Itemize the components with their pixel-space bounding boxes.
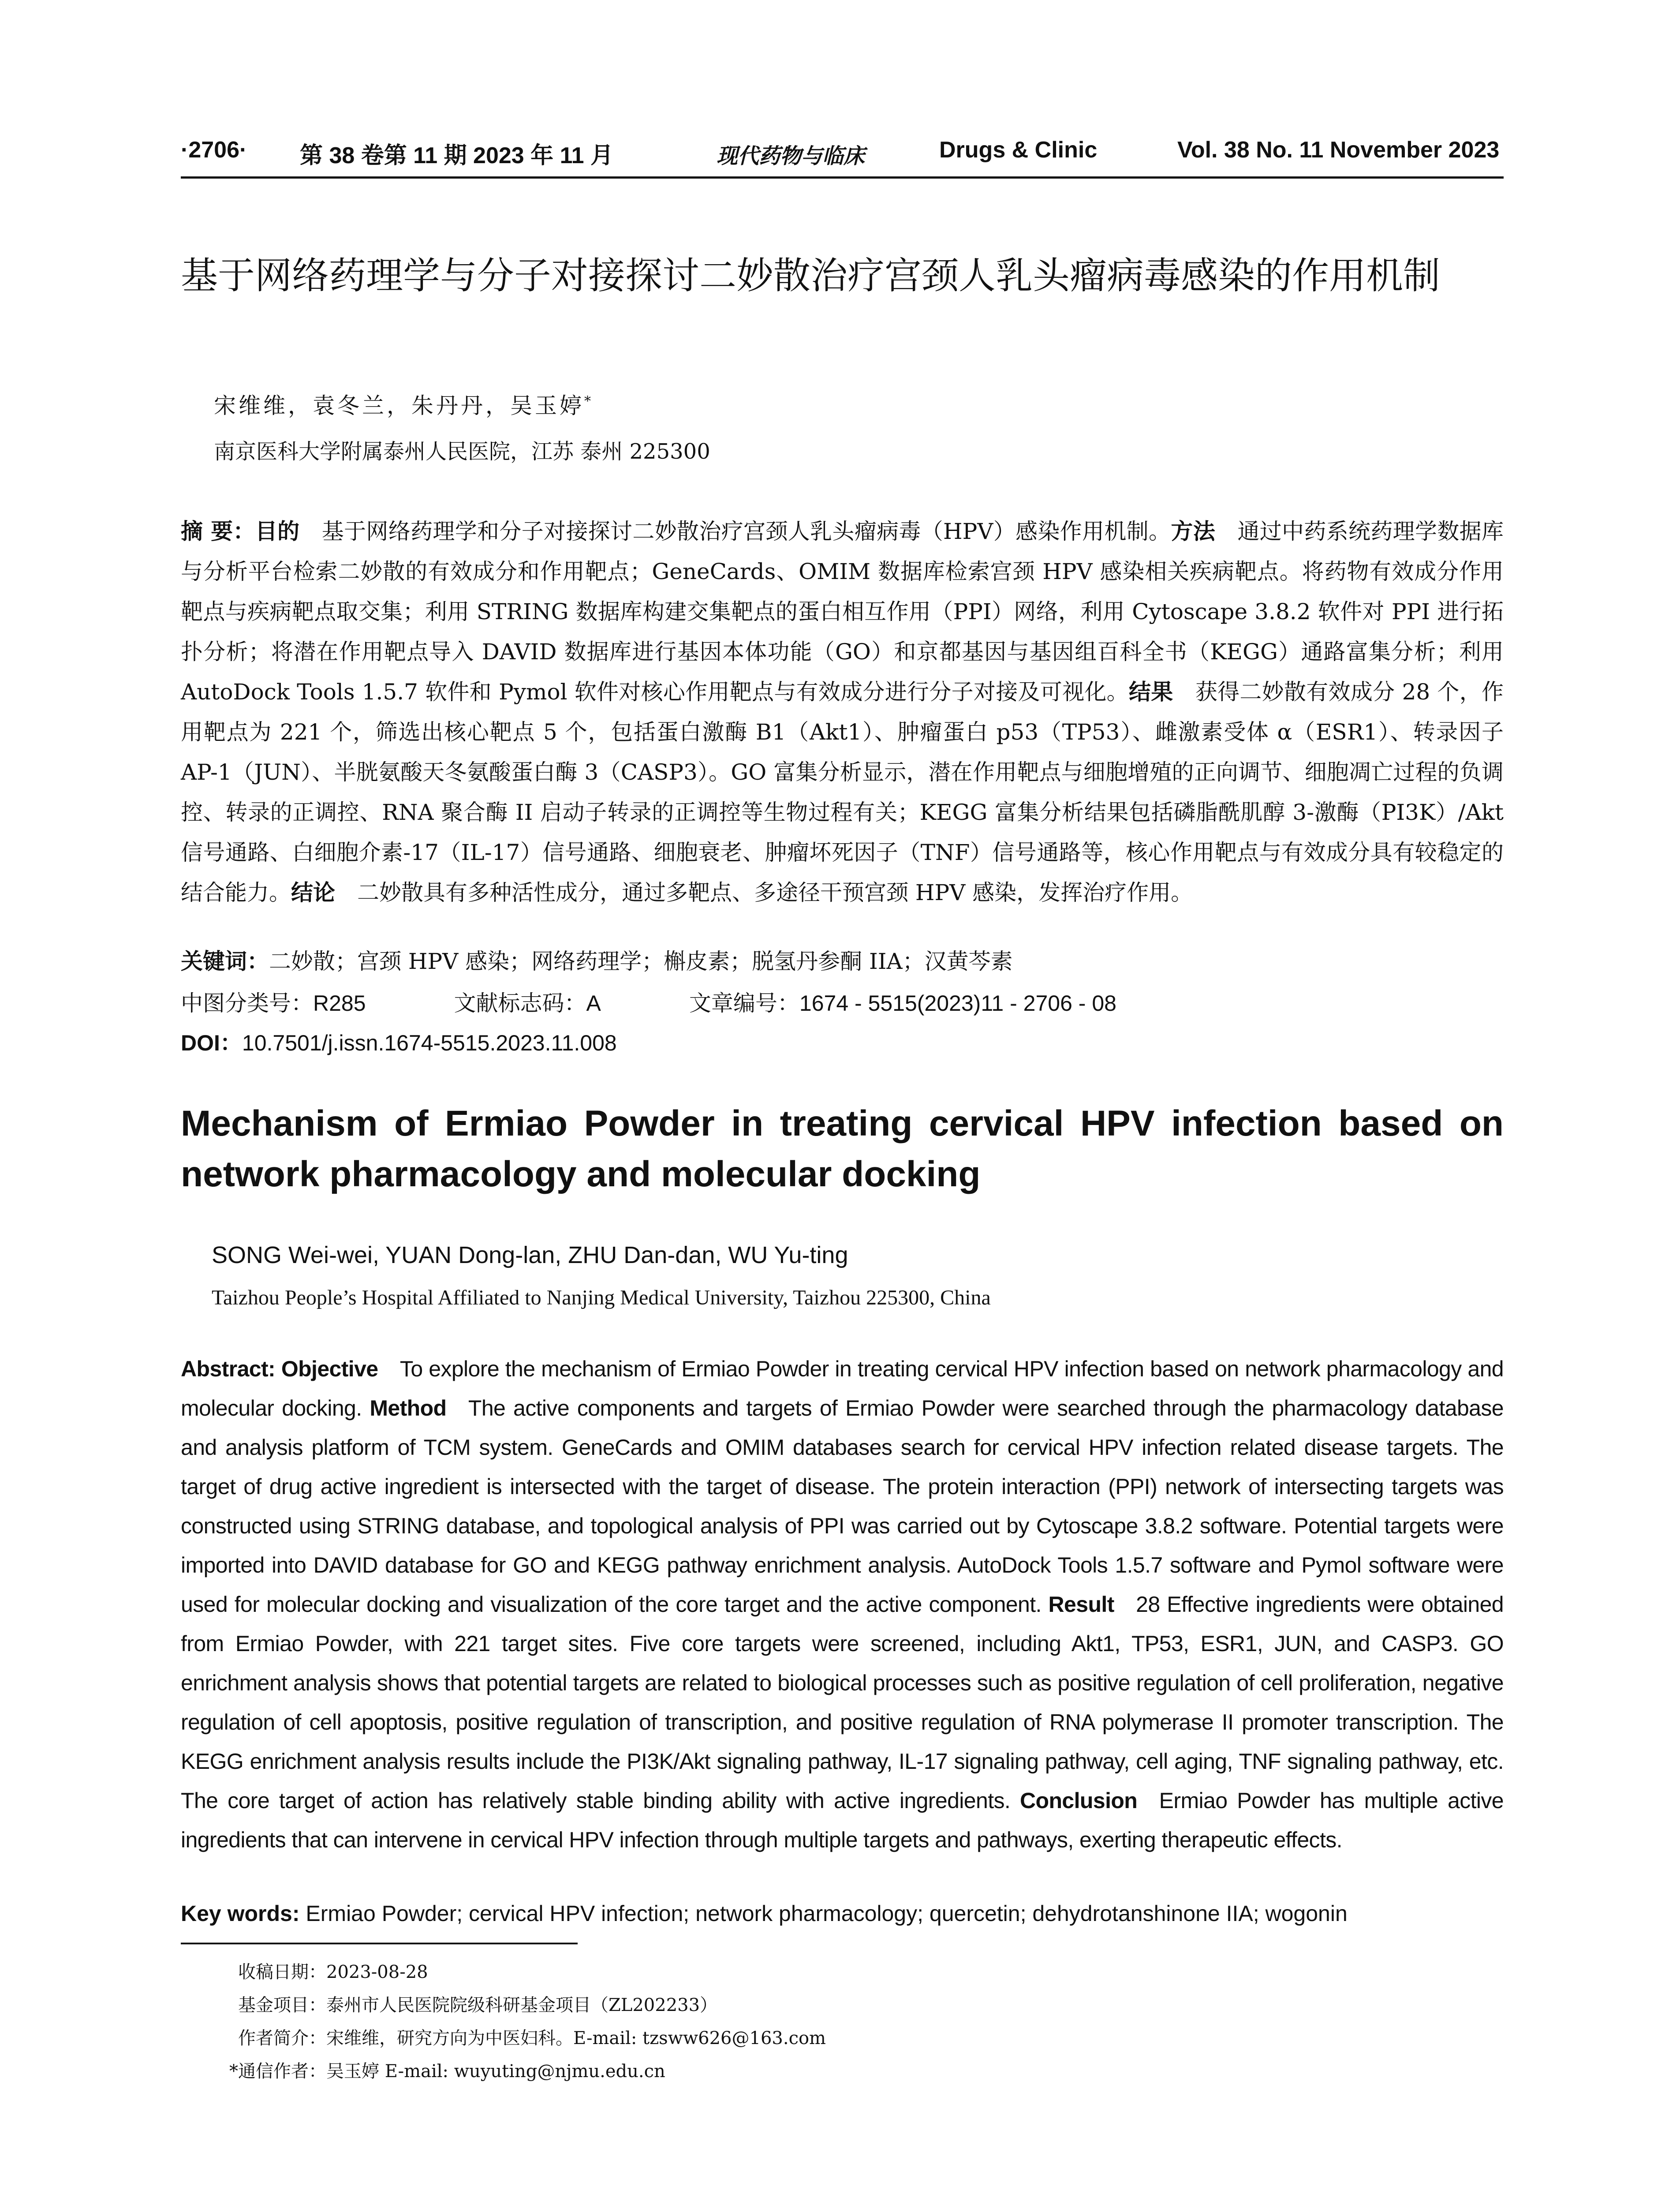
conclusion-label-en: Conclusion [1020, 1788, 1138, 1813]
result-cn: 获得二妙散有效成分 28 个，作用靶点为 221 个，筛选出核心靶点 5 个，包括蛋白激酶 B1（Akt1）、肿瘤蛋白 p53（TP53）、雌激素受体 α（ESR1）、转录因子 AP-1（JUN）、半胱氨酸天冬氨酸蛋白酶 3（CASP3）。GO 富集分析显示，潜在作用靶点与细胞增殖的正向调节、细胞凋亡过程的负调控、转录的正调控、RNA 聚合酶 II 启动子转录的正调控等生物过程有关；KEGG 富集分析结果包括磷脂酰肌醇 3-激酶（PI3K）/Akt 信号通路、白细胞介素-17（IL-17）信号通路、细胞衰老、肿瘤坏死因子（TNF）信号通路等，核心作用靶点与有效成分具有较稳定的结合能力。 [181, 679, 1504, 905]
clc-number: 中图分类号：R285 [181, 991, 366, 1016]
authors-cn-text: 宋维维，袁冬兰，朱丹丹，吴玉婷 [214, 393, 584, 419]
conclusion-cn: 二妙散具有多种活性成分，通过多靶点、多途径干预宫颈 HPV 感染，发挥治疗作用。 [357, 880, 1193, 905]
doi-label: DOI： [181, 1031, 242, 1055]
objective-label-cn: 目的 [255, 519, 300, 544]
objective-cn: 基于网络药理学和分子对接探讨二妙散治疗宫颈人乳头瘤病毒（HPV）感染作用机制。 [321, 519, 1171, 544]
journal-name-cn: 现代药物与临床 [717, 144, 865, 168]
corresponding-author: *通信作者：吴玉婷 E-mail: wuyuting@njmu.edu.cn [229, 2061, 665, 2082]
abstract-cn [181, 512, 1504, 913]
author-bio: 作者简介：宋维维，研究方向为中医妇科。E-mail: tzsww626@163.com [238, 2028, 826, 2048]
received-date: 收稿日期：2023-08-28 [238, 1962, 428, 1982]
doi-line [181, 1025, 617, 1057]
affiliation-en: Taizhou People’s Hospital Affiliated to Nanjing Medical University, Taizhou 225300, China [212, 1286, 991, 1309]
keywords-cn [181, 944, 1013, 975]
conclusion-label-cn: 结论 [291, 880, 335, 905]
result-en: 28 Effective ingredients were obtained from Ermiao Powder, with 221 target sites. Five core targets were screened, including Akt1, TP53, ESR1, JUN, and CASP3. GO enrichment analysis shows that potential targets are related to biological processes such as positive regulation of cell proliferation, negative regulation of cell apoptosis, positive regulation of transcription, and positive regulation of RNA polymerase II promoter transcription. The KEGG enrichment analysis results include the PI3K/Akt signaling pathway, IL-17 signaling pathway, cell aging, TNF signaling pathway, etc. The core target of action has relatively stable binding ability with active ingredients. [181, 1592, 1504, 1813]
conclusion-en: Ermiao Powder has multiple active ingredients that can intervene in cervical HPV infection through multiple targets and pathways, exerting therapeutic effects. [181, 1788, 1504, 1852]
abstract-en [181, 1349, 1504, 1860]
result-label-cn: 结果 [1128, 679, 1173, 705]
document-code: 文献标志码：A [454, 991, 601, 1016]
title-en: Mechanism of Ermiao Powder in treating cervical HPV infection based on network pharmacology and molecular docking [181, 1103, 1504, 1194]
doi-link[interactable]: 10.7501/j.issn.1674-5515.2023.11.008 [242, 1031, 617, 1055]
keywords-text-en: Ermiao Powder; cervical HPV infection; network pharmacology; quercetin; dehydrotanshinone IIA; wogonin [306, 1901, 1348, 1926]
footnote-rule [181, 1943, 578, 1944]
article-number: 文章编号：1674 - 5515(2023)11 - 2706 - 08 [689, 991, 1116, 1016]
keywords-label-cn: 关键词： [181, 949, 269, 974]
keywords-text-cn: 二妙散；宫颈 HPV 感染；网络药理学；槲皮素；脱氢丹参酮 IIA；汉黄芩素 [269, 949, 1013, 974]
classification-line [181, 986, 1116, 1017]
keywords-en [181, 1901, 1348, 1926]
abstract-label-cn: 摘 要： [181, 519, 255, 544]
method-label-en: Method [370, 1396, 447, 1420]
corresponding-mark: * [584, 393, 594, 409]
objective-label-en: Objective [281, 1357, 378, 1381]
objective-en: To explore the mechanism of Ermiao Powder in treating cervical HPV infection based on network pharmacology and molecular docking. [181, 1357, 1504, 1420]
result-label-en: Result [1048, 1592, 1114, 1617]
authors-cn [214, 388, 594, 420]
method-cn: 通过中药系统药理学数据库与分析平台检索二妙散的有效成分和作用靶点；GeneCards、OMIM 数据库检索宫颈 HPV 感染相关疾病靶点。将药物有效成分作用靶点与疾病靶点取交集；利用 STRING 数据库构建交集靶点的蛋白相互作用（PPI）网络，利用 Cytoscape 3.8.2 软件对 PPI 进行拓扑分析；将潜在作用靶点导入 DAVID 数据库进行基因本体功能（GO）和京都基因与基因组百科全书（KEGG）通路富集分析；利用 AutoDock Tools 1.5.7 软件和 Pymol 软件对核心作用靶点与有效成分进行分子对接及可视化。 [181, 519, 1504, 705]
method-label-cn: 方法 [1171, 519, 1216, 544]
method-en: The active components and targets of Ermiao Powder were searched through the pharmacology database and analysis platform of TCM system. GeneCards and OMIM databases search for cervical HPV infection related disease targets. The target of drug active ingredient is intersected with the target of disease. The protein interaction (PPI) network of intersecting targets was constructed using STRING database, and topological analysis of PPI was carried out by Cytoscape 3.8.2 software. Potential targets were imported into DAVID database for GO and KEGG pathway enrichment analysis. AutoDock Tools 1.5.7 software and Pymol software were used for molecular docking and visualization of the core target and the active component. [181, 1396, 1504, 1617]
page-number: ·2706· [181, 137, 247, 163]
keywords-label-en: Key words: [181, 1901, 300, 1926]
title-cn: 基于网络药理学与分子对接探讨二妙散治疗宫颈人乳头瘤病毒感染的作用机制 [181, 254, 1441, 297]
issue-info-en: Vol. 38 No. 11 November 2023 [1177, 137, 1500, 163]
authors-en: SONG Wei-wei, YUAN Dong-lan, ZHU Dan-dan, WU Yu-ting [212, 1242, 848, 1268]
abstract-label-en: Abstract: [181, 1357, 276, 1381]
fund-project: 基金项目：泰州市人民医院院级科研基金项目（ZL202233） [238, 1995, 718, 2015]
header-rule [181, 176, 1504, 179]
issue-info-cn: 第 38 卷第 11 期 2023 年 11 月 [300, 143, 614, 168]
journal-name-en: Drugs & Clinic [939, 137, 1098, 163]
affiliation-cn: 南京医科大学附属泰州人民医院，江苏 泰州 225300 [214, 439, 710, 464]
